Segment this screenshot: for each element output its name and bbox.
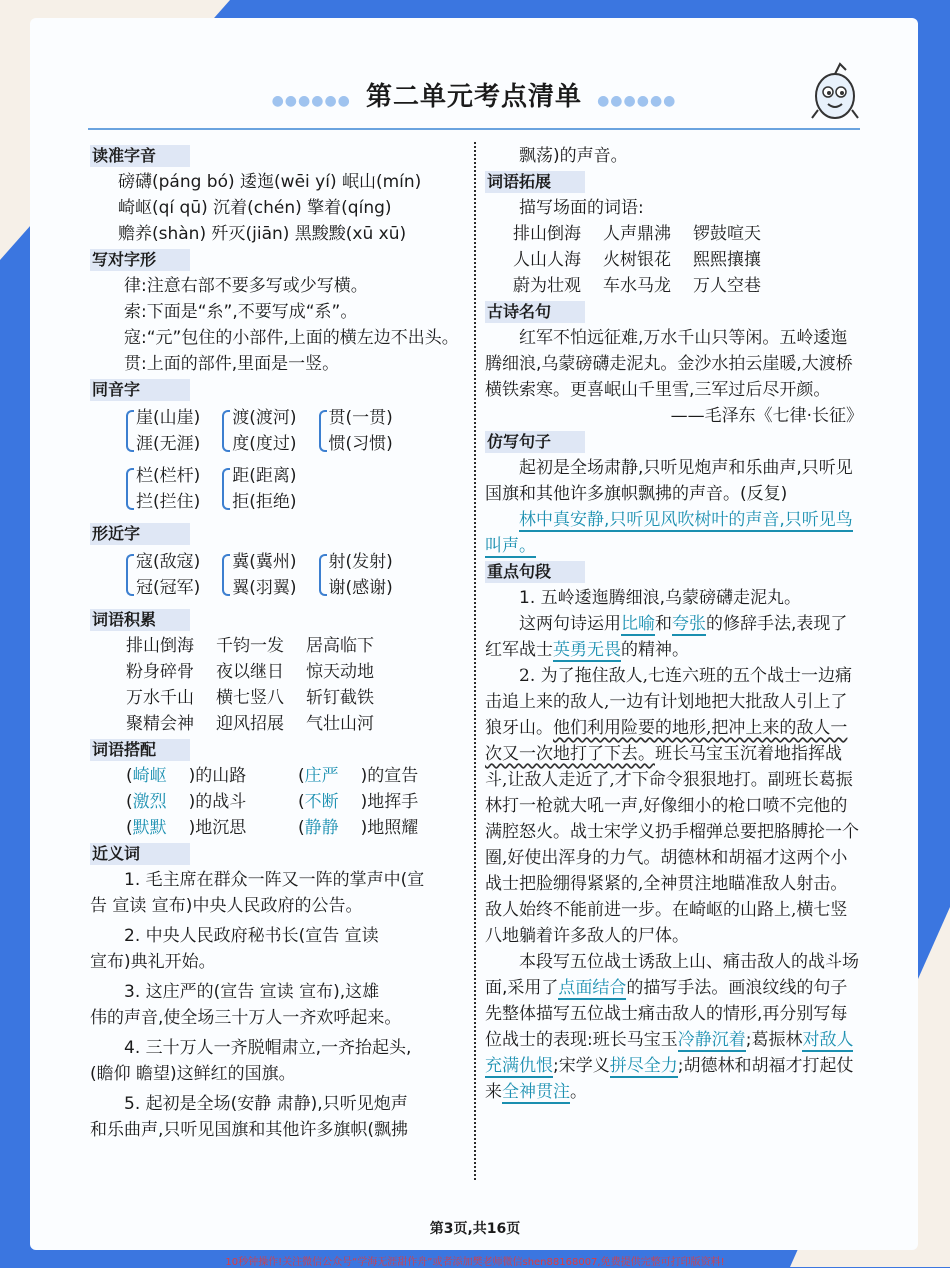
- key-passage: 2. 为了拖住敌人,七连六班的五个战士一边痛击追上来的敌人,一边有计划地把大批敌人引上了狼牙山。他们利用险要的地形,把冲上来的敌人一次又一次地打了下去。班长马宝玉沉着地指挥战斗,让敌人走近了,才下命令狠狠地打。副班长葛振林打一枪就大吼一声,好像细小的枪口喷不完他的满腔怒火。战士宋学义扔手榴弹总要把胳膊抡一个圈,好使出浑身的力气。胡德林和胡福才这两个小战士把脸绷得紧紧的,全神贯注地瞄准敌人射击。敌人始终不能前进一步。在崎岖的山路上,横七竖八地躺着许多敌人的尸体。: [485, 666, 859, 946]
- key-analysis: 这两句诗运用比喻和夸张的修辞手法,表现了红军战士英勇无畏的精神。: [485, 614, 848, 660]
- synonym-question: 1. 毛主席在群众一阵又一阵的掌声中(宣: [124, 870, 425, 890]
- collocation-answer: 崎岖: [132, 766, 167, 786]
- character-note: 律:注意右部不要多写或少写横。: [124, 276, 368, 296]
- poem-text: 红军不怕远征难,万水千山只等闲。五岭逶迤腾细浪,乌蒙磅礴走泥丸。金沙水拍云崖暖,大渡桥横铁索寒。更喜岷山千里雪,三军过后尽开颜。: [485, 328, 853, 400]
- vocabulary-row: 万水千山 横七竖八 斩钉截铁: [126, 688, 374, 708]
- synonym-question: 5. 起初是全场(安静 肃静),只听见炮声: [124, 1094, 408, 1114]
- worksheet-page: [30, 18, 918, 1250]
- homophone-pair: 栏(栏杆) 拦(拦住): [126, 463, 200, 515]
- collocation-row: (崎岖 )的山路 (庄严 )的宣告: [126, 766, 419, 786]
- promo-banner: 10秒钟操作!关注微信公众号“学海无涯甜作舟”或者添加樊老师微信shen88168007,免费提供完整可打印版资料!: [225, 1257, 725, 1268]
- section-title-collocation: 词语搭配: [90, 739, 190, 761]
- synonym-question: 3. 这庄严的(宣告 宣读 宣布),这雄: [124, 982, 380, 1002]
- similar-character-pair: 冀(冀州) 翼(羽翼): [222, 549, 296, 601]
- collocation-answer: 庄严: [304, 766, 339, 786]
- homophone-pair: 距(距离) 拒(拒绝): [222, 463, 296, 515]
- section-title-imitation: 仿写句子: [485, 431, 585, 453]
- collocation-row: (默默 )地沉思 (静静 )地照耀: [126, 818, 419, 838]
- page-number: 第3页,共16页: [429, 1221, 521, 1237]
- pronunciation-line: 赡养(shàn) 歼灭(jiān) 黑黢黢(xū xū): [118, 224, 407, 244]
- column-divider: [474, 142, 476, 1180]
- synonym-question: (瞻仰 瞻望)这鲜红的国旗。: [90, 1064, 296, 1084]
- synonym-question: 宣布)典礼开始。: [90, 952, 216, 972]
- similar-character-pair: 射(发射) 谢(感谢): [319, 549, 393, 601]
- section-title-key-passages: 重点句段: [485, 561, 585, 583]
- imitation-answer: 林中真安静,只听见风吹树叶的声音,只听见鸟叫声。: [485, 510, 853, 556]
- homophone-pair: 贯(一贯) 惯(习惯): [319, 405, 393, 457]
- character-note: 索:下面是“糸”,不要写成“系”。: [124, 302, 358, 322]
- collocation-answer: 不断: [304, 792, 339, 812]
- vocabulary-row: 聚精会神 迎风招展 气壮山河: [126, 714, 374, 734]
- key-passage-analysis: 本段写五位战士诱敌上山、痛击敌人的战斗场面,采用了点面结合的描写手法。画浪纹线的句子先整体描写五位战士痛击敌人的情形,再分别写每位战士的表现:班长马宝玉冷静沉着;葛振林对敌人充满仇恨;宋学义拼尽全力;胡德林和胡福才打起仗来全神贯注。: [485, 952, 859, 1102]
- title-dots-left: ●●●●●●: [271, 92, 351, 109]
- page-header: [30, 76, 918, 116]
- vocabulary-row: 粉身碎骨 夜以继日 惊天动地: [126, 662, 374, 682]
- collocation-answer: 默默: [132, 818, 167, 838]
- poem-source: ——毛泽东《七律·长征》: [670, 406, 863, 426]
- vocabulary-row: 排山倒海 千钧一发 居高临下: [126, 636, 374, 656]
- left-column: [90, 143, 468, 1143]
- pronunciation-line: 崎岖(qí qū) 沉着(chén) 擎着(qíng): [118, 198, 392, 218]
- synonym-question: 4. 三十万人一齐脱帽肃立,一齐抬起头,: [124, 1038, 412, 1058]
- section-title-word-extension: 词语拓展: [485, 171, 585, 193]
- continued-text: 飘荡)的声音。: [519, 146, 628, 166]
- word-extension-row: 蔚为壮观 车水马龙 万人空巷: [513, 276, 761, 296]
- section-title-pronunciation: 读准字音: [90, 145, 190, 167]
- collocation-answer: 激烈: [132, 792, 167, 812]
- mascot-icon: [808, 60, 862, 130]
- homophone-pair: 崖(山崖) 涯(无涯): [126, 405, 200, 457]
- section-title-characters: 写对字形: [90, 249, 190, 271]
- character-note: 贯:上面的部件,里面是一竖。: [124, 354, 340, 374]
- word-extension-intro: 描写场面的词语:: [519, 198, 644, 218]
- title-dots-right: ●●●●●●: [597, 92, 677, 109]
- word-extension-row: 排山倒海 人声鼎沸 锣鼓喧天: [513, 224, 761, 244]
- collocation-answer: 静静: [304, 818, 339, 838]
- page-title: 第二单元考点清单: [365, 82, 582, 112]
- homophone-row: [90, 405, 468, 457]
- homophone-row: [90, 463, 468, 515]
- similar-character-row: [90, 549, 468, 601]
- homophone-pair: 渡(渡河) 度(度过): [222, 405, 296, 457]
- similar-character-pair: 寇(敌寇) 冠(冠军): [126, 549, 200, 601]
- section-title-poem: 古诗名句: [485, 301, 585, 323]
- imitation-example: 起初是全场肃静,只听见炮声和乐曲声,只听见国旗和其他许多旗帜飘拂的声音。(反复): [485, 458, 853, 504]
- pronunciation-line: 磅礴(páng bó) 逶迤(wēi yí) 岷山(mín): [118, 172, 422, 192]
- key-sentence: 1. 五岭逶迤腾细浪,乌蒙磅礴走泥丸。: [519, 588, 802, 608]
- synonym-question: 2. 中央人民政府秘书长(宣告 宣读: [124, 926, 379, 946]
- right-column: [485, 143, 863, 1105]
- character-note: 寇:“元”包住的小部件,上面的横左边不出头。: [124, 328, 459, 348]
- section-title-homophones: 同音字: [90, 379, 190, 401]
- section-title-synonyms: 近义词: [90, 843, 190, 865]
- header-rule: [88, 128, 860, 130]
- section-title-vocabulary: 词语积累: [90, 609, 190, 631]
- synonym-question: 和乐曲声,只听见国旗和其他许多旗帜(飘拂: [90, 1120, 409, 1140]
- synonym-question: 伟的声音,使全场三十万人一齐欢呼起来。: [90, 1008, 402, 1028]
- synonym-question: 告 宣读 宣布)中央人民政府的公告。: [90, 896, 363, 916]
- collocation-row: (激烈 )的战斗 (不断 )地挥手: [126, 792, 419, 812]
- word-extension-row: 人山人海 火树银花 熙熙攘攘: [513, 250, 761, 270]
- section-title-similar-characters: 形近字: [90, 523, 190, 545]
